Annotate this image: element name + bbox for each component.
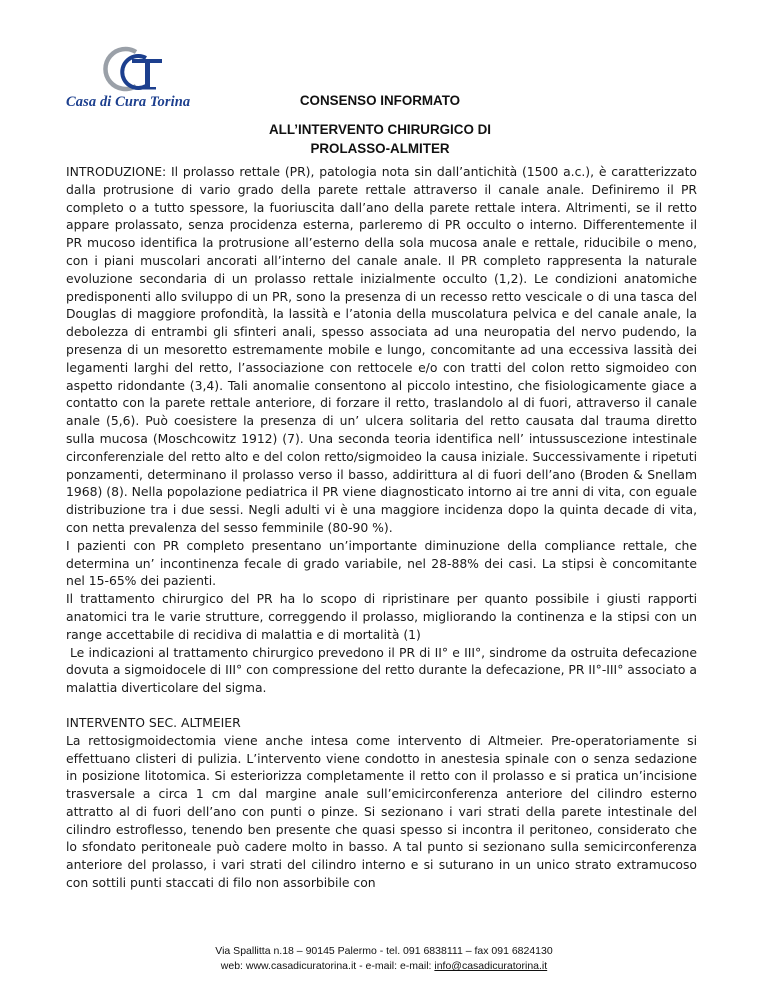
subtitle-line-2: PROLASSO-ALMITER [310,141,450,156]
footer-address: Via Spallitta n.18 – 90145 Palermo - tel. 091 6838111 – fax 091 6824130 [215,945,553,957]
document-subtitle [230,120,530,158]
logo-t-stem [145,59,150,89]
indications-paragraph: Le indicazioni al trattamento chirurgico prevedono il PR di II° e III°, sindrome da ostruita defecazione dovuta a sigmoidocele di III° con compressione del retto durante la defecazione, PR II°-III° associato a malattia diverticolare del sigma. [66,644,697,696]
procedure-paragraph: La rettosigmoidectomia viene anche intesa come intervento di Altmeier. Pre-operatoriamente si effettuano clisteri di pulizia. L’intervento viene condotto in anestesia spinale con o senza sedazione in posizione litotomica. Si esteriorizza completamente il retto con il prolasso e si pratica un’incisione trasversale a circa 1 cm dal margine anale sull’emicirconferenza anteriore del cilindro esterno attratto al di fuori dell’ano con punti o pinze. Si sezionano i vari strati della parete intestinale del cilindro estroflesso, tenendo ben presente che quasi spesso si incontra il peritoneo, considerato che lo sfondato peritoneale può cadere molto in basso. A tal punto si sezionano sulla semicirconferenza anteriore del prolasso, i vari strati del cilindro interno e si suturano in un unico strato extramucoso con sottili punti staccati di filo non assorbibile con [66,732,697,891]
section-heading: INTERVENTO SEC. ALTMEIER [66,714,241,730]
document-body [66,163,697,892]
incontinence-paragraph: I pazienti con PR completo presentano un’importante diminuzione della compliance rettale, che determina un’ incontinenza fecale di grado variabile, nel 28-88% dei casi. La stipsi è concomitante nel 15-65% dei pazienti. [66,537,697,589]
intro-paragraph: INTRODUZIONE: Il prolasso rettale (PR), patologia nota sin dall’antichità (1500 a.c.), è caratterizzato dalla protrusione di vario grado della parete rettale attraverso il canale anale. Definiremo il PR completo o a tutto spessore, la fuoriuscita dall’ano della parete rettale intera. Altrimenti, se il retto appare prolassato, senza procidenza esterna, parleremo di PR occulto o interno. Differentemente il PR mucoso identifica la protrusione all’esterno della sola mucosa anale e rettale, riducibile o meno, con i piani muscolari ancorati all’interno del canale anale. Il PR completo rappresenta la naturale evoluzione secondaria di un prolasso rettale inizialmente occulto (1,2). Le condizioni anatomiche predisponenti allo sviluppo di un PR, sono la presenza di un recesso retto vescicale o di una tasca del Douglas di maggiore profondità, la lassità e l’atonia della muscolatura pelvica e del canale anale, la debolezza di entrambi gli sfinteri anali, spesso associata ad una neuropatia del nervo pudendo, la presenza di un mesoretto estremamente mobile e lungo, concomitante ad una eccessiva lassità dei legamenti larghi del retto, l’associazione con rettocele e/o con tratti del colon retto sigmoideo con aspetto ridondante (3,4). Tali anomalie consentono al piccolo intestino, che fisiologicamente giace a contatto con la parete rettale anteriore, di forzare il retto, traslandolo al di fuori, attraverso il canale anale (5,6). Può coesistere la presenza di un’ ulcera solitaria del retto causata dal trauma diretto sulla mucosa (Moschcowitz 1912) (7). Una seconda teoria identifica nell’ intussuscezione intestinale circonferenziale del retto alto e del colon retto/sigmoideo la causa iniziale. Successivamente i ripetuti ponzamenti, determinano il prolasso verso il basso, addirittura al di fuori dell’ano (Broden & Snellam 1968) (8). Nella popolazione pediatrica il PR viene diagnosticato intorno ai tre anni di vita, con eguale distribuzione tra i due sessi. Negli adulti vi è una maggiore incidenza dopo la quinta decade di vita, con netta prevalenza del sesso femminile (80-90 %). [66,164,697,535]
document-title: CONSENSO INFORMATO [299,93,461,108]
footer-contacts [0,960,768,972]
logo-text: Casa di Cura Torina [66,94,191,110]
footer-email-link[interactable]: info@casadicuratorina.it [434,960,548,972]
footer-web: web: www.casadicuratorina.it - e-mail: e-mail: [220,960,435,972]
treatment-paragraph: Il trattamento chirurgico del PR ha lo scopo di ripristinare per quanto possibile i giusti rapporti anatomici tra le varie strutture, correggendo il prolasso, migliorando la continenza e la stipsi con un range accettabile di recidiva di malattia e di mortalità (1) [66,591,697,642]
subtitle-line-1: ALL’INTERVENTO CHIRURGICO DI [269,122,491,137]
